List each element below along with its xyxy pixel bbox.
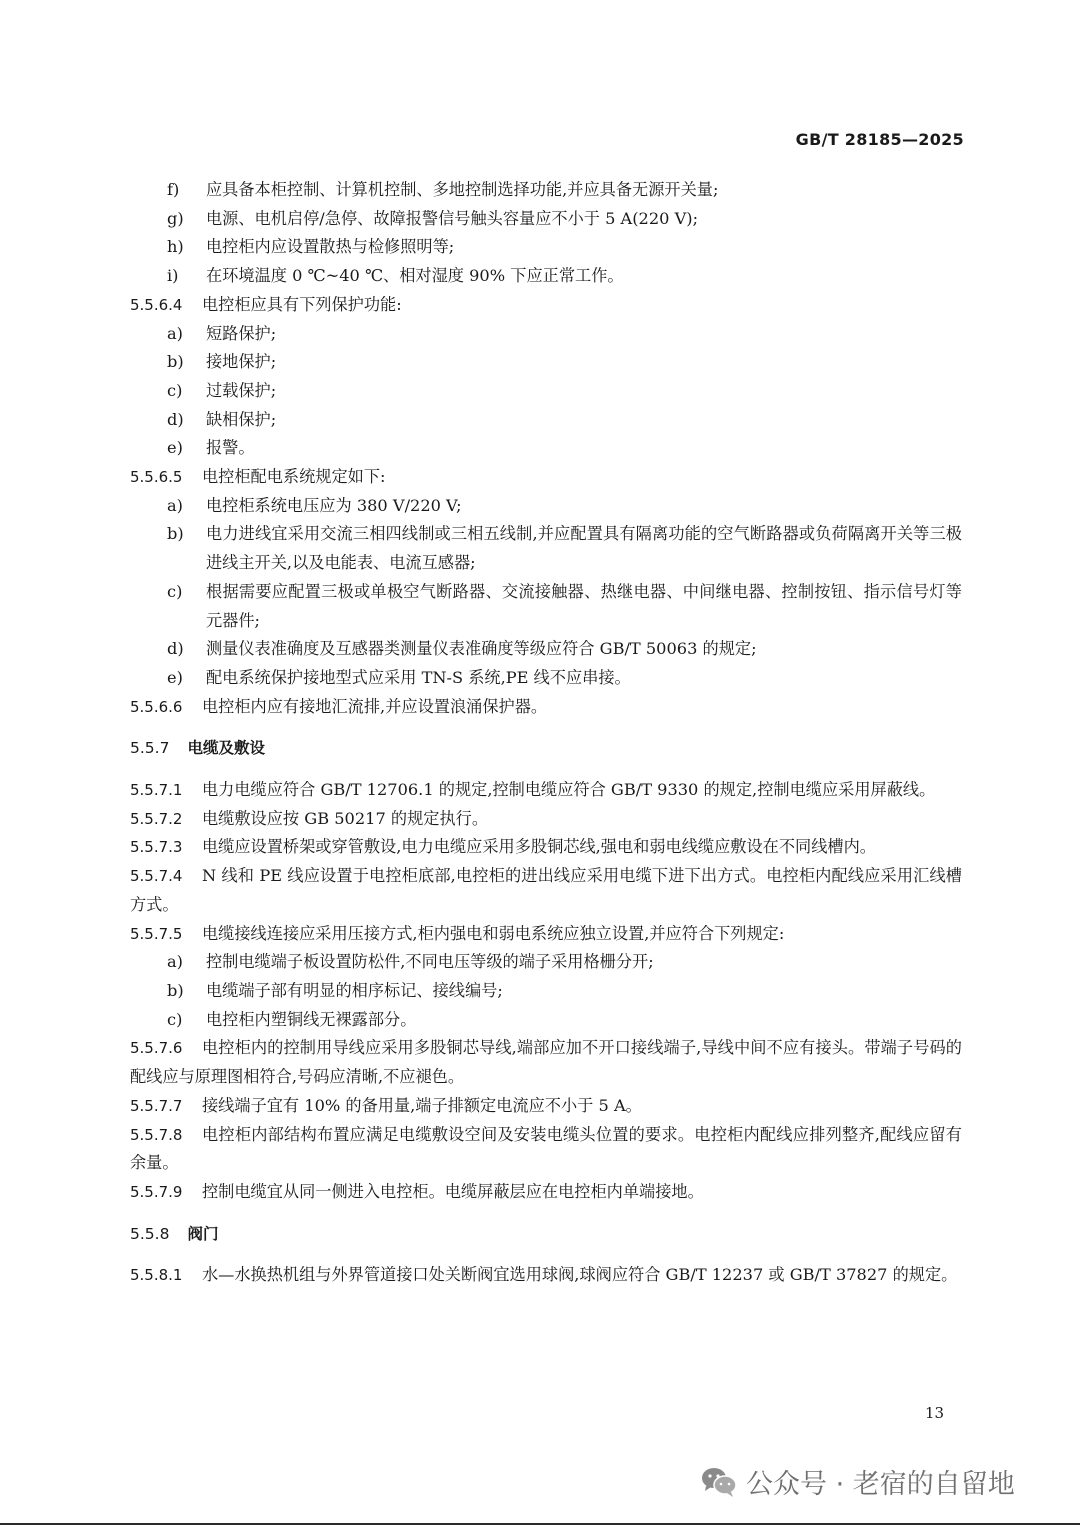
list-marker: g) [167, 208, 184, 228]
list-item-text: 根据需要应配置三极或单极空气断路器、交流接触器、热继电器、中间继电器、控制按钮、指示信号灯等元器件; [206, 581, 962, 630]
list-item-text: 在环境温度 0 ℃~40 ℃、相对湿度 90% 下应正常工作。 [206, 266, 624, 286]
list-item [130, 233, 962, 262]
list-item [130, 262, 962, 291]
list-marker: b) [167, 524, 184, 544]
clause-number: 5.5.8.1 [130, 1266, 183, 1285]
list-item [130, 520, 962, 577]
list-marker: c) [167, 380, 183, 400]
list-item [130, 377, 962, 406]
clause-number: 5.5.7.6 [130, 1039, 183, 1058]
clause [130, 1034, 962, 1091]
list-marker: f) [167, 180, 180, 199]
clause-text: 电控柜配电系统规定如下: [202, 467, 386, 487]
watermark-text: 公众号 · 老宿的自留地 [746, 1469, 1015, 1500]
clause-text: 电缆接线连接应采用压接方式,柜内强电和弱电系统应独立设置,并应符合下列规定: [202, 923, 785, 943]
list-marker: a) [167, 952, 183, 972]
list-item [130, 1006, 962, 1035]
list-item [130, 977, 962, 1006]
list-item-text: 配电系统保护接地型式应采用 TN-S 系统,PE 线不应串接。 [206, 667, 631, 687]
clause-number: 5.5.7.7 [130, 1096, 183, 1115]
clause-number: 5.5.6.4 [130, 295, 183, 314]
clause-number: 5.5.7.9 [130, 1182, 183, 1201]
clause [130, 833, 962, 862]
list-marker: h) [167, 237, 184, 257]
section-heading [130, 1220, 962, 1249]
list-marker: e) [167, 667, 183, 687]
list-marker: c) [167, 581, 183, 601]
clause [130, 1178, 962, 1207]
list-item-text: 过载保护; [206, 380, 277, 400]
list-item [130, 320, 962, 349]
list-item [130, 635, 962, 664]
list-item [130, 348, 962, 377]
list-item-text: 短路保护; [206, 323, 277, 343]
list-item [130, 492, 962, 521]
clause-text: 电控柜内的控制用导线应采用多股铜芯导线,端部应加不开口接线端子,导线中间不应有接头。带端子号码的配线应与原理图相符合,号码应清晰,不应褪色。 [130, 1038, 962, 1087]
section-title: 阀门 [187, 1224, 219, 1243]
section-number: 5.5.7 [130, 739, 170, 758]
list-item [130, 948, 962, 977]
section-title: 电缆及敷设 [187, 739, 265, 758]
list-item-text: 接地保护; [206, 352, 277, 372]
list-item-text: 应具备本柜控制、计算机控制、多地控制选择功能,并应具备无源开关量; [206, 180, 719, 199]
list-item [130, 176, 962, 205]
clause [130, 805, 962, 834]
clause-text: 电控柜内应有接地汇流排,并应设置浪涌保护器。 [202, 696, 548, 716]
list-item-text: 电源、电机启停/急停、故障报警信号触头容量应不小于 5 A(220 V); [206, 208, 699, 228]
clause [130, 693, 962, 722]
list-item-text: 测量仪表准确度及互感器类测量仪表准确度等级应符合 GB/T 50063 的规定; [206, 639, 757, 659]
clause-text: 电控柜内部结构布置应满足电缆敷设空间及安装电缆头位置的要求。电控柜内配线应排列整齐,配线应留有余量。 [130, 1124, 962, 1173]
watermark [700, 1462, 1015, 1501]
list-item-text: 电控柜系统电压应为 380 V/220 V; [206, 495, 462, 515]
list-marker: e) [167, 438, 183, 458]
list-item [130, 434, 962, 463]
list-marker: i) [167, 266, 179, 286]
clause-number: 5.5.7.8 [130, 1125, 183, 1144]
list-marker: a) [167, 323, 183, 343]
clause-number: 5.5.7.1 [130, 781, 183, 800]
list-item [130, 578, 962, 635]
list-item-text: 缺相保护; [206, 409, 277, 429]
clause-number: 5.5.7.2 [130, 809, 183, 828]
list-marker: c) [167, 1009, 183, 1029]
clause [130, 1121, 962, 1178]
clause-text: 电控柜应具有下列保护功能: [202, 294, 402, 314]
standard-number: GB/T 28185—2025 [795, 130, 964, 149]
list-item-text: 电控柜内塑铜线无裸露部分。 [206, 1009, 417, 1029]
list-item [130, 406, 962, 435]
clause-text: 控制电缆宜从同一侧进入电控柜。电缆屏蔽层应在电控柜内单端接地。 [202, 1181, 704, 1201]
clause-text: N 线和 PE 线应设置于电控柜底部,电控柜的进出线应采用电缆下进下出方式。电控柜内配线应采用汇线槽方式。 [130, 866, 962, 914]
clause-number: 5.5.7.5 [130, 924, 183, 943]
list-marker: b) [167, 980, 184, 1000]
list-item-text: 电控柜内应设置散热与检修照明等; [206, 237, 455, 257]
clause-text: 电缆应设置桥架或穿管敷设,电力电缆应采用多股铜芯线,强电和弱电线缆应敷设在不同线槽内。 [202, 837, 876, 857]
section-number: 5.5.8 [130, 1224, 170, 1243]
clause [130, 862, 962, 919]
clause [130, 1261, 962, 1290]
clause-text: 接线端子宜有 10% 的备用量,端子排额定电流应不小于 5 A。 [202, 1095, 642, 1115]
bottom-rule [0, 1523, 1080, 1525]
page-number: 13 [925, 1404, 945, 1422]
list-marker: a) [167, 495, 183, 515]
clause-text: 水—水换热机组与外界管道接口处关断阀宜选用球阀,球阀应符合 GB/T 12237 或 GB/T 37827 的规定。 [202, 1265, 958, 1285]
clause [130, 776, 962, 805]
clause-text: 电力电缆应符合 GB/T 12706.1 的规定,控制电缆应符合 GB/T 9330 的规定,控制电缆应采用屏蔽线。 [202, 780, 936, 800]
list-item-text: 电缆端子部有明显的相序标记、接线编号; [206, 980, 503, 1000]
clause-number: 5.5.7.4 [130, 867, 183, 886]
clause [130, 1092, 962, 1121]
clause-number: 5.5.6.6 [130, 697, 183, 716]
clause-number: 5.5.6.5 [130, 468, 183, 487]
list-item-text: 报警。 [206, 438, 255, 458]
clause [130, 463, 962, 492]
wechat-icon [700, 1465, 738, 1499]
section-heading [130, 734, 962, 763]
list-item-text: 控制电缆端子板设置防松件,不同电压等级的端子采用格栅分开; [206, 952, 654, 972]
list-marker: d) [167, 639, 184, 659]
clause [130, 920, 962, 949]
document-body [130, 176, 962, 1290]
list-marker: d) [167, 409, 184, 429]
list-item [130, 205, 962, 234]
clause-text: 电缆敷设应按 GB 50217 的规定执行。 [202, 808, 489, 828]
list-item-text: 电力进线宜采用交流三相四线制或三相五线制,并应配置具有隔离功能的空气断路器或负荷隔离开关等三极进线主开关,以及电能表、电流互感器; [206, 524, 962, 573]
clause [130, 291, 962, 320]
clause-number: 5.5.7.3 [130, 838, 183, 857]
list-item [130, 664, 962, 693]
list-marker: b) [167, 352, 184, 372]
